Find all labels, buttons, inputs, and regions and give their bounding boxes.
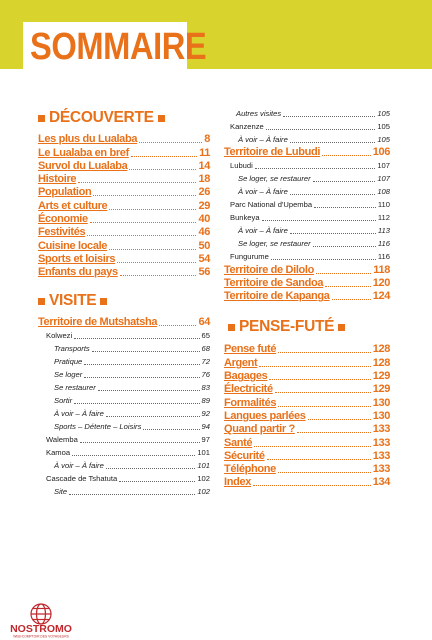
- toc-entry[interactable]: [224, 343, 390, 356]
- toc-entry-page: 68: [201, 343, 210, 353]
- toc-entry[interactable]: [224, 356, 390, 369]
- toc-entry[interactable]: [38, 199, 210, 212]
- toc-entry-page: 130: [372, 396, 390, 409]
- dot-leader: [278, 352, 371, 353]
- toc-entry[interactable]: [38, 368, 210, 381]
- dot-leader: [87, 235, 196, 236]
- dot-leader: [290, 194, 376, 195]
- toc-entry-label: Téléphone: [224, 463, 276, 476]
- dot-leader: [131, 156, 197, 157]
- toc-entry-page: 46: [198, 226, 210, 239]
- section-heading-decouverte: [38, 108, 210, 128]
- toc-entry-label: Territoire de Kapanga: [224, 290, 330, 303]
- toc-entry-label: Sports et loisirs: [38, 252, 116, 265]
- toc-entry-page: 18: [198, 173, 210, 186]
- toc-entry-page: 29: [198, 199, 210, 212]
- dot-leader: [259, 366, 370, 367]
- toc-entry[interactable]: [224, 224, 390, 237]
- section-heading-pense-fute: [224, 317, 390, 337]
- square-bullet-icon: [38, 298, 45, 305]
- toc-entry-label: À voir – À faire: [238, 135, 288, 144]
- toc-entry[interactable]: [38, 239, 210, 252]
- toc-entry-label: Langues parlées: [224, 409, 306, 422]
- toc-entry-label: Formalités: [224, 396, 277, 409]
- toc-entry-label: Quand partir ?: [224, 423, 295, 436]
- toc-entry-label: Bagages: [224, 370, 268, 383]
- toc-entry-label: Le Lualaba en bref: [38, 146, 129, 159]
- dot-leader: [262, 220, 376, 221]
- toc-entry-label: À voir – À faire: [238, 226, 288, 236]
- right-column: [224, 107, 390, 489]
- toc-entry-page: 105: [377, 135, 390, 144]
- toc-entry[interactable]: [224, 146, 390, 159]
- toc-entry-page: 89: [201, 395, 210, 405]
- toc-entry-label: Histoire: [38, 173, 77, 186]
- dot-leader: [275, 392, 371, 393]
- toc-entry-label: Territoire de Lubudi: [224, 146, 321, 159]
- toc-entry-page: 107: [377, 174, 390, 184]
- dot-leader: [297, 432, 371, 433]
- toc-entry-label: Territoire de Dilolo: [224, 263, 314, 276]
- toc-entry-label: Population: [38, 186, 92, 199]
- toc-entry-label: Kamoa: [46, 447, 71, 457]
- dot-leader: [283, 116, 375, 117]
- toc-entry-page: 112: [377, 213, 390, 223]
- square-bullet-icon: [38, 115, 45, 122]
- toc-entry-label: Arts et culture: [38, 199, 108, 212]
- toc-entry-label: Index: [224, 476, 251, 489]
- dot-leader: [109, 249, 196, 250]
- toc-entry-label: Autres visites: [236, 109, 282, 118]
- dot-leader: [313, 181, 376, 182]
- square-bullet-icon: [158, 115, 165, 122]
- toc-entry[interactable]: [224, 133, 390, 146]
- dot-leader: [290, 142, 376, 143]
- toc-entry-page: 120: [372, 276, 390, 289]
- dot-leader: [255, 168, 376, 169]
- toc-entry-page: 76: [201, 369, 210, 379]
- toc-entry-page: 107: [377, 161, 390, 171]
- toc-entry-page: 72: [201, 356, 210, 366]
- toc-entry[interactable]: [224, 396, 390, 409]
- toc-entry-page: 102: [197, 473, 210, 483]
- toc-entry[interactable]: [38, 394, 210, 407]
- toc-entry-label: Fungurume: [230, 252, 269, 262]
- dot-leader: [316, 273, 371, 274]
- dot-leader: [290, 233, 376, 234]
- dot-leader: [106, 468, 196, 469]
- toc-entry[interactable]: [224, 290, 390, 303]
- toc-entry-label: Se loger, se restaurer: [238, 174, 311, 184]
- toc-entry[interactable]: [224, 277, 390, 290]
- dot-leader: [90, 222, 197, 223]
- toc-entry[interactable]: [224, 250, 390, 263]
- toc-entry-page: 124: [372, 290, 390, 303]
- toc-entry[interactable]: [38, 329, 210, 342]
- toc-entry[interactable]: [224, 185, 390, 198]
- square-bullet-icon: [228, 324, 235, 331]
- dot-leader: [308, 419, 371, 420]
- toc-entry-label: Kolwezi: [46, 330, 73, 340]
- toc-entry-label: Territoire de Sandoa: [224, 276, 324, 289]
- toc-entry-page: 118: [373, 263, 390, 276]
- toc-entry-label: Walemba: [46, 434, 78, 444]
- toc-entry-page: 97: [201, 434, 210, 444]
- toc-entry-page: 133: [372, 449, 390, 462]
- dot-leader: [117, 262, 196, 263]
- dot-leader: [84, 364, 199, 365]
- dot-leader: [74, 338, 199, 339]
- toc-entry-label: Les plus du Lualaba: [38, 133, 138, 146]
- toc-entry-page: 105: [377, 122, 390, 131]
- toc-entry[interactable]: [224, 450, 390, 463]
- dot-leader: [313, 246, 376, 247]
- dot-leader: [92, 351, 200, 352]
- dot-leader: [80, 442, 200, 443]
- toc-entry-label: À voir – À faire: [238, 187, 288, 197]
- toc-entry-page: 64: [198, 315, 210, 328]
- toc-entry-page: 133: [372, 436, 390, 449]
- toc-entry[interactable]: [38, 407, 210, 420]
- toc-entry-page: 133: [372, 463, 390, 476]
- toc-entry[interactable]: [38, 420, 210, 433]
- toc-entry-page: 56: [198, 266, 210, 279]
- toc-entry-label: Territoire de Mutshatsha: [38, 315, 158, 328]
- toc-entry[interactable]: [38, 355, 210, 368]
- toc-entry-label: Survol du Lualaba: [38, 159, 128, 172]
- toc-entry[interactable]: [224, 237, 390, 250]
- toc-entry-page: 101: [197, 447, 210, 457]
- dot-leader: [120, 275, 197, 276]
- toc-entry-page: 83: [201, 382, 210, 392]
- dot-leader: [106, 416, 200, 417]
- dot-leader: [74, 403, 199, 404]
- toc-entry[interactable]: [38, 342, 210, 355]
- dot-leader: [93, 195, 196, 196]
- dot-leader: [78, 182, 196, 183]
- toc-entry-label: Bunkeya: [230, 213, 260, 223]
- dot-leader: [254, 446, 370, 447]
- toc-entry[interactable]: [224, 172, 390, 185]
- toc-entry-label: Santé: [224, 436, 253, 449]
- toc-entry[interactable]: [38, 253, 210, 266]
- toc-entry-label: Transports: [54, 343, 90, 353]
- toc-entry[interactable]: [38, 381, 210, 394]
- page-title: SOMMAIRE: [30, 26, 207, 68]
- toc-entry-label: Lubudi: [230, 161, 253, 171]
- toc-entry-page: 50: [198, 239, 210, 252]
- toc-entry-page: 108: [377, 187, 390, 197]
- toc-entry-page: 128: [372, 356, 390, 369]
- dot-leader: [271, 259, 376, 260]
- dot-leader: [69, 494, 195, 495]
- toc-entry[interactable]: [38, 315, 210, 328]
- toc-entry-label: Électricité: [224, 383, 273, 396]
- dot-leader: [278, 472, 371, 473]
- toc-entry[interactable]: [224, 107, 390, 120]
- toc-entry-label: Kanzenze: [230, 122, 264, 131]
- toc-entry[interactable]: [224, 436, 390, 449]
- toc-entry[interactable]: [38, 160, 210, 173]
- toc-entry[interactable]: [224, 383, 390, 396]
- dot-leader: [314, 207, 376, 208]
- toc-entry-page: 133: [372, 423, 390, 436]
- dot-leader: [278, 406, 371, 407]
- toc-entry-label: Argent: [224, 356, 258, 369]
- toc-entry[interactable]: [224, 159, 390, 172]
- toc-entry-page: 40: [198, 213, 210, 226]
- toc-entry-page: 106: [372, 146, 390, 159]
- toc-entry-page: 128: [372, 343, 390, 356]
- toc-entry-label: Site: [54, 486, 68, 496]
- toc-entry[interactable]: [38, 213, 210, 226]
- toc-entry[interactable]: [224, 463, 390, 476]
- section-title: VISITE: [49, 292, 97, 310]
- dot-leader: [72, 455, 195, 456]
- square-bullet-icon: [100, 298, 107, 305]
- toc-entry-label: Parc National d'Upemba: [230, 200, 313, 210]
- dot-leader: [322, 155, 371, 156]
- toc-entry-page: 116: [377, 252, 390, 262]
- toc-entry-page: 113: [377, 226, 390, 236]
- toc-entry[interactable]: [38, 485, 210, 498]
- toc-entry[interactable]: [38, 446, 210, 459]
- section-heading-visite: [38, 291, 210, 311]
- dot-leader: [139, 142, 202, 143]
- toc-entry[interactable]: [38, 146, 210, 159]
- toc-entry-page: 116: [377, 239, 390, 249]
- toc-entry-page: 129: [372, 383, 390, 396]
- toc-entry-page: 54: [198, 252, 210, 265]
- toc-entry-page: 14: [198, 159, 210, 172]
- toc-entry[interactable]: [38, 459, 210, 472]
- dot-leader: [253, 485, 371, 486]
- toc-entry-page: 92: [201, 408, 210, 418]
- toc-entry[interactable]: [224, 120, 390, 133]
- toc-entry[interactable]: [38, 472, 210, 485]
- dot-leader: [119, 481, 195, 482]
- left-column: [38, 108, 210, 498]
- toc-entry-page: 105: [377, 109, 390, 118]
- dot-leader: [84, 377, 199, 378]
- toc-entry-page: 130: [372, 409, 390, 422]
- logo-tagline: WEB-COMPTOIR DES VOYAGEURS: [13, 634, 69, 639]
- toc-entry-page: 110: [377, 200, 390, 210]
- toc-entry-page: 26: [198, 186, 210, 199]
- toc-entry-page: 65: [201, 330, 210, 340]
- dot-leader: [159, 325, 196, 326]
- toc-entry-label: Enfants du pays: [38, 266, 118, 279]
- dot-leader: [267, 459, 371, 460]
- toc-entry-label: Pense futé: [224, 343, 277, 356]
- toc-entry-page: 129: [372, 370, 390, 383]
- toc-entry[interactable]: [224, 410, 390, 423]
- dot-leader: [143, 429, 199, 430]
- dot-leader: [266, 129, 376, 130]
- toc-entry-page: 101: [197, 460, 210, 470]
- dot-leader: [332, 299, 371, 300]
- toc-entry-label: Cuisine locale: [38, 239, 108, 252]
- toc-entry[interactable]: [224, 263, 390, 276]
- toc-entry[interactable]: [38, 266, 210, 279]
- nostromo-logo: [6, 599, 76, 639]
- dot-leader: [129, 169, 196, 170]
- toc-entry-page: 94: [201, 421, 210, 431]
- dot-leader: [325, 286, 371, 287]
- toc-entry-label: Sports – Détente – Loisirs: [54, 421, 142, 431]
- toc-entry-label: Sécurité: [224, 449, 265, 462]
- section-title: DÉCOUVERTE: [49, 109, 154, 126]
- toc-entry[interactable]: [38, 433, 210, 446]
- toc-entry-label: À voir – À faire: [54, 408, 104, 418]
- toc-entry[interactable]: [224, 198, 390, 211]
- toc-entry-page: 11: [199, 146, 210, 159]
- toc-entry-label: Pratique: [54, 356, 83, 366]
- square-bullet-icon: [338, 324, 345, 331]
- toc-entry-label: Se loger: [54, 369, 83, 379]
- toc-entry[interactable]: [38, 133, 210, 146]
- toc-entry[interactable]: [224, 370, 390, 383]
- toc-entry-label: Cascade de Tshatuta: [46, 473, 118, 483]
- toc-entry-label: Se restaurer: [54, 382, 96, 392]
- toc-entry-page: 8: [204, 133, 210, 146]
- dot-leader: [109, 209, 196, 210]
- toc-entry[interactable]: [224, 476, 390, 489]
- toc-entry[interactable]: [38, 226, 210, 239]
- toc-entry[interactable]: [38, 186, 210, 199]
- dot-leader: [98, 390, 200, 391]
- logo-name: NOSTROMO: [10, 623, 72, 635]
- toc-entry[interactable]: [224, 211, 390, 224]
- toc-entry-label: Sortir: [54, 395, 73, 405]
- toc-entry-label: Économie: [38, 213, 88, 226]
- toc-entry[interactable]: [38, 173, 210, 186]
- toc-entry-page: 102: [197, 486, 210, 496]
- toc-entry[interactable]: [224, 423, 390, 436]
- dot-leader: [269, 379, 370, 380]
- toc-entry-label: Se loger, se restaurer: [238, 239, 311, 249]
- toc-entry-label: Festivités: [38, 226, 86, 239]
- toc-entry-label: À voir – À faire: [54, 460, 104, 470]
- section-title: PENSE-FUTÉ: [239, 318, 335, 336]
- toc-entry-page: 134: [372, 476, 390, 489]
